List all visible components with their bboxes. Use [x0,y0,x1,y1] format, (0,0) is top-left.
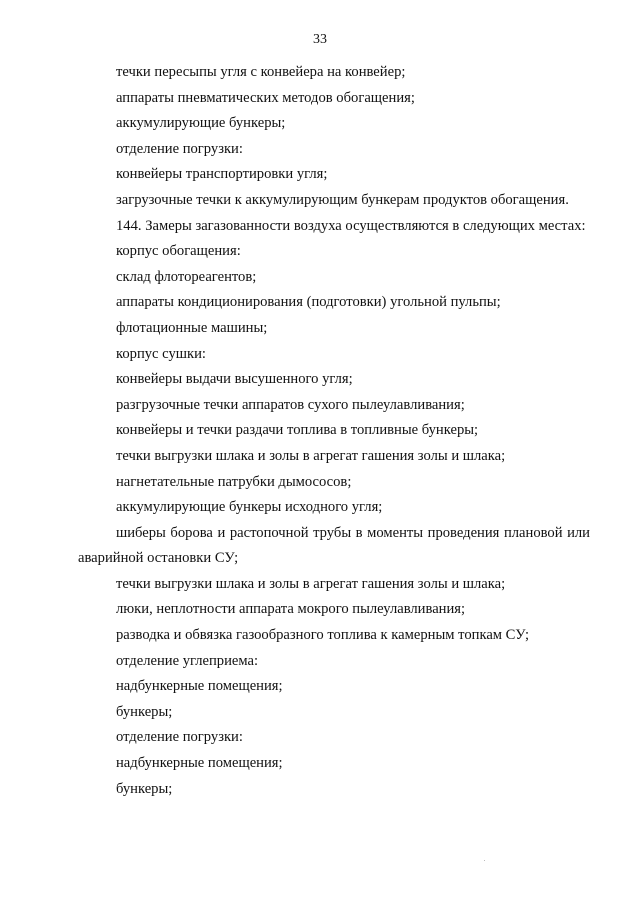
list-item: люки, неплотности аппарата мокрого пылеулавливания; [116,601,466,618]
list-item: аккумулирующие бункеры исходного угля; [116,499,383,516]
list-item: отделение погрузки: [116,729,243,746]
list-item: надбункерные помещения; [116,755,283,772]
scan-speck [484,860,485,861]
list-item: надбункерные помещения; [116,678,283,695]
list-item: нагнетательные патрубки дымососов; [116,473,352,490]
list-item: конвейеры транспортировки угля; [116,166,328,183]
list-item: разгрузочные течки аппаратов сухого пылеулавливания; [116,396,465,413]
list-item: разводка и обвязка газообразного топлива к камерным топкам СУ; [116,627,530,644]
list-item: флотационные машины; [116,319,268,336]
list-item: корпус обогащения: [116,243,241,260]
list-item: аппараты кондиционирования (подготовки) угольной пульпы; [116,294,501,311]
list-item: склад флотореагентов; [116,268,257,285]
page-number: 33 [313,32,327,47]
paragraph-shibery: шиберы борова и растопочной трубы в моменты проведения плановой или аварийной остановки СУ; [78,524,590,567]
list-item: бункеры; [116,703,173,720]
list-item: загрузочные течки к аккумулирующим бункерам продуктов обогащения. [116,191,569,208]
document-body [78,60,590,802]
list-item: бункеры; [116,780,173,797]
list-item: конвейеры выдачи высушенного угля; [116,371,353,388]
list-item: аккумулирующие бункеры; [116,115,286,132]
list-item: корпус сушки: [116,345,206,362]
list-item: аппараты пневматических методов обогащения; [116,89,415,106]
list-item: течки выгрузки шлака и золы в агрегат гашения золы и шлака; [116,575,506,592]
list-item: течки пересыпы угля с конвейера на конвейер; [116,64,406,80]
list-item: конвейеры и течки раздачи топлива в топливные бункеры; [116,422,479,439]
paragraph-144: 144. Замеры загазованности воздуха осуществляются в следующих местах: [116,217,586,234]
list-item: течки выгрузки шлака и золы в агрегат гашения золы и шлака; [116,447,506,464]
list-item: отделение углеприема: [116,652,259,669]
list-item: отделение погрузки: [116,140,243,157]
